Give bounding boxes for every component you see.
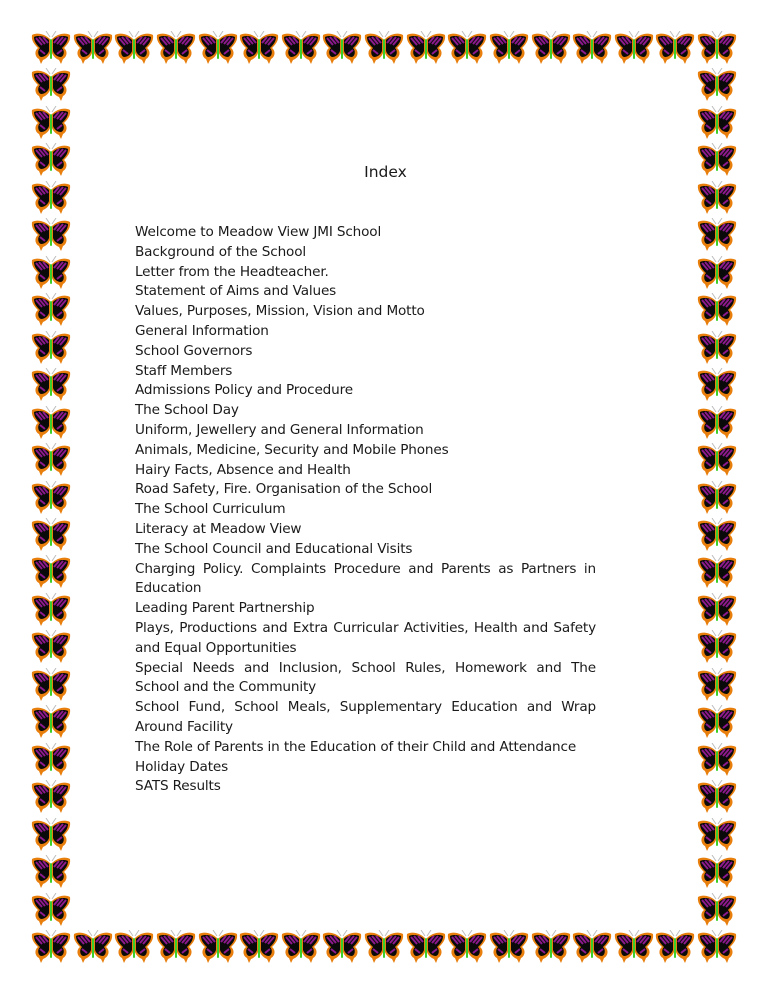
butterfly-icon bbox=[697, 818, 737, 852]
butterfly-icon bbox=[31, 481, 71, 515]
butterfly-icon bbox=[697, 406, 737, 440]
butterfly-icon bbox=[31, 818, 71, 852]
butterfly-icon bbox=[614, 930, 654, 964]
butterfly-icon bbox=[697, 443, 737, 477]
butterfly-icon bbox=[697, 555, 737, 589]
index-entry: Leading Parent Partnership bbox=[135, 600, 315, 617]
page-title: Index bbox=[364, 163, 407, 181]
butterfly-icon bbox=[697, 780, 737, 814]
butterfly-icon bbox=[31, 743, 71, 777]
butterfly-icon bbox=[31, 893, 71, 927]
butterfly-icon bbox=[73, 31, 113, 65]
butterfly-icon bbox=[31, 256, 71, 290]
index-entry: Admissions Policy and Procedure bbox=[135, 382, 353, 399]
butterfly-icon bbox=[655, 930, 695, 964]
butterfly-icon bbox=[614, 31, 654, 65]
index-entry: Literacy at Meadow View bbox=[135, 520, 302, 537]
butterfly-icon bbox=[697, 593, 737, 627]
butterfly-icon bbox=[697, 705, 737, 739]
butterfly-icon bbox=[697, 31, 737, 65]
index-entry: The Role of Parents in the Education of their Child and Attendance bbox=[135, 738, 577, 755]
butterfly-icon bbox=[31, 218, 71, 252]
index-entry: Letter from the Headteacher. bbox=[135, 263, 329, 280]
butterfly-icon bbox=[239, 930, 279, 964]
butterfly-icon bbox=[697, 218, 737, 252]
index-entry: Hairy Facts, Absence and Health bbox=[135, 461, 351, 478]
butterfly-icon bbox=[697, 331, 737, 365]
butterfly-icon bbox=[406, 930, 446, 964]
index-entry: Holiday Dates bbox=[135, 758, 229, 775]
butterfly-icon bbox=[489, 31, 529, 65]
butterfly-icon bbox=[697, 893, 737, 927]
butterfly-icon bbox=[697, 855, 737, 889]
butterfly-icon bbox=[572, 31, 612, 65]
butterfly-icon bbox=[31, 106, 71, 140]
butterfly-icon bbox=[114, 31, 154, 65]
butterfly-icon bbox=[198, 930, 238, 964]
butterfly-icon bbox=[697, 630, 737, 664]
butterfly-icon bbox=[697, 181, 737, 215]
butterfly-icon bbox=[655, 31, 695, 65]
butterfly-icon bbox=[531, 31, 571, 65]
butterfly-icon bbox=[697, 68, 737, 102]
index-entry: Uniform, Jewellery and General Information bbox=[135, 421, 424, 438]
butterfly-icon bbox=[364, 31, 404, 65]
butterfly-icon bbox=[489, 930, 529, 964]
butterfly-icon bbox=[31, 443, 71, 477]
butterfly-icon bbox=[531, 930, 571, 964]
butterfly-icon bbox=[322, 31, 362, 65]
index-entry: School Governors bbox=[135, 342, 253, 359]
butterfly-icon bbox=[73, 930, 113, 964]
butterfly-icon bbox=[198, 31, 238, 65]
butterfly-icon bbox=[697, 743, 737, 777]
butterfly-icon bbox=[697, 518, 737, 552]
index-entry: Welcome to Meadow View JMI School bbox=[135, 224, 382, 240]
butterfly-icon bbox=[31, 181, 71, 215]
butterfly-icon bbox=[697, 293, 737, 327]
butterfly-icon bbox=[572, 930, 612, 964]
butterfly-icon bbox=[31, 705, 71, 739]
index-entry: Charging Policy. Complaints Procedure and Parents as Partners in Education bbox=[135, 560, 596, 597]
butterfly-icon bbox=[447, 930, 487, 964]
index-entry: General Information bbox=[135, 322, 269, 339]
index-content bbox=[135, 160, 596, 797]
butterfly-icon bbox=[31, 668, 71, 702]
index-entry: SATS Results bbox=[135, 778, 221, 795]
index-entry: Plays, Productions and Extra Curricular Activities, Health and Safety and Equal Opportunities bbox=[135, 619, 596, 656]
butterfly-icon bbox=[31, 518, 71, 552]
index-entry: The School Day bbox=[135, 402, 239, 419]
index-entry: Special Needs and Inclusion, School Rules, Homework and The School and the Community bbox=[135, 659, 596, 696]
index-entry: Animals, Medicine, Security and Mobile Phones bbox=[135, 441, 449, 458]
butterfly-icon bbox=[697, 106, 737, 140]
butterfly-icon bbox=[406, 31, 446, 65]
index-entry: Road Safety, Fire. Organisation of the School bbox=[135, 481, 433, 498]
butterfly-icon bbox=[31, 855, 71, 889]
butterfly-icon bbox=[31, 593, 71, 627]
index-entry: The School Curriculum bbox=[135, 501, 286, 518]
butterfly-icon bbox=[156, 31, 196, 65]
butterfly-icon bbox=[447, 31, 487, 65]
index-entry: Values, Purposes, Mission, Vision and Motto bbox=[135, 303, 425, 320]
index-entry: Statement of Aims and Values bbox=[135, 283, 337, 300]
butterfly-icon bbox=[364, 930, 404, 964]
butterfly-icon bbox=[31, 780, 71, 814]
butterfly-icon bbox=[697, 368, 737, 402]
butterfly-icon bbox=[31, 293, 71, 327]
index-list bbox=[135, 223, 596, 797]
index-entry: School Fund, School Meals, Supplementary Education and Wrap Around Facility bbox=[135, 699, 596, 735]
index-entry: Staff Members bbox=[135, 362, 233, 379]
butterfly-icon bbox=[31, 368, 71, 402]
butterfly-icon bbox=[114, 930, 154, 964]
butterfly-icon bbox=[31, 68, 71, 102]
butterfly-icon bbox=[697, 256, 737, 290]
butterfly-icon bbox=[281, 31, 321, 65]
butterfly-icon bbox=[697, 481, 737, 515]
butterfly-icon bbox=[31, 930, 71, 964]
butterfly-icon bbox=[31, 406, 71, 440]
index-entry: The School Council and Educational Visits bbox=[135, 540, 413, 557]
butterfly-icon bbox=[31, 143, 71, 177]
butterfly-icon bbox=[31, 630, 71, 664]
butterfly-icon bbox=[697, 668, 737, 702]
butterfly-icon bbox=[697, 930, 737, 964]
butterfly-icon bbox=[322, 930, 362, 964]
butterfly-icon bbox=[281, 930, 321, 964]
butterfly-icon bbox=[31, 555, 71, 589]
butterfly-icon bbox=[156, 930, 196, 964]
index-entry: Background of the School bbox=[135, 243, 307, 260]
butterfly-icon bbox=[239, 31, 279, 65]
butterfly-icon bbox=[31, 331, 71, 365]
butterfly-icon bbox=[697, 143, 737, 177]
butterfly-icon bbox=[31, 31, 71, 65]
